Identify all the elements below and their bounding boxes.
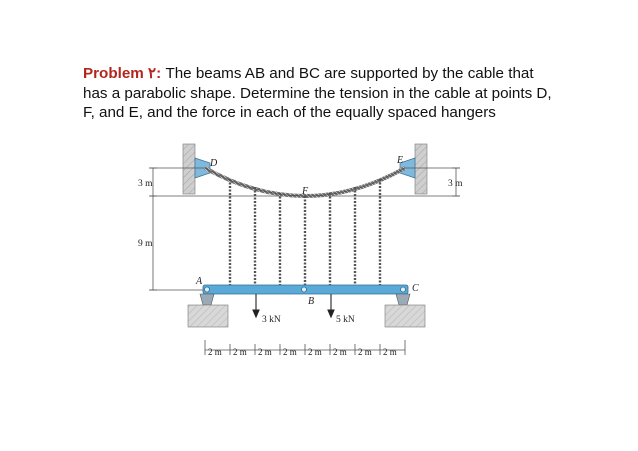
label-f: F: [302, 186, 309, 197]
spacing-8: 2 m: [383, 347, 397, 357]
pin-b: [302, 287, 307, 292]
load-3kn: 3 kN: [262, 315, 281, 325]
dim-right-sag: 3 m: [448, 179, 463, 189]
right-support: [385, 294, 425, 327]
pin-c: [401, 287, 406, 292]
spacing-6: 2 m: [333, 347, 347, 357]
label-d: D: [210, 158, 218, 169]
left-wall: [183, 144, 195, 194]
label-e: E: [397, 155, 404, 166]
label-c: C: [412, 283, 419, 294]
dim-left-height: 9 m: [138, 239, 153, 249]
label-a: A: [196, 276, 203, 287]
spacing-2: 2 m: [233, 347, 247, 357]
label-b: B: [308, 296, 315, 307]
right-wall: [415, 144, 427, 194]
spacing-5: 2 m: [308, 347, 322, 357]
pin-a: [205, 287, 210, 292]
problem-text: The beams AB and BC are supported by the cable that has a parabolic shape. Determine the tension in the cable at points D, F, and E, and the force in each of the equally spaced hangers: [83, 65, 552, 121]
spacing-3: 2 m: [258, 347, 272, 357]
load-arrows: [253, 294, 334, 317]
spacing-4: 2 m: [283, 347, 297, 357]
left-support: [188, 294, 228, 327]
spacing-1: 2 m: [208, 347, 222, 357]
dim-left-sag: 3 m: [138, 179, 153, 189]
problem-label: Problem ٢:: [83, 65, 162, 82]
load-5kn: 5 kN: [336, 315, 355, 325]
spacing-7: 2 m: [358, 347, 372, 357]
